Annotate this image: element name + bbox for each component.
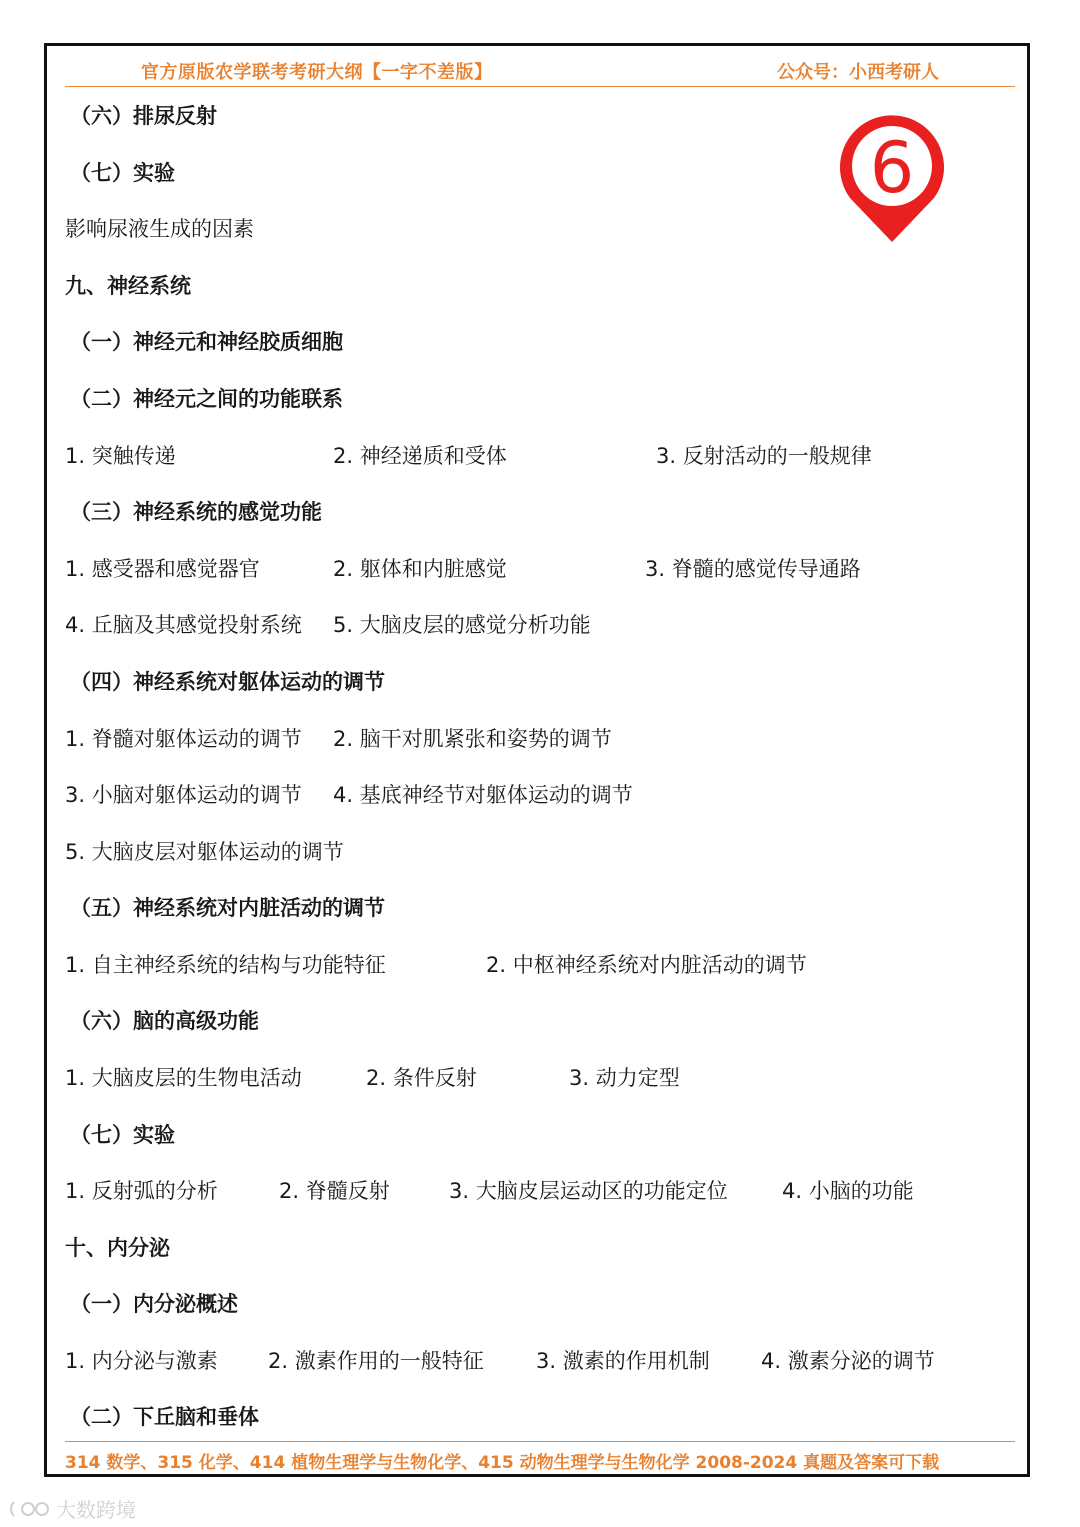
list-item: 2. 条件反射 bbox=[366, 1066, 477, 1090]
list-item: 3. 小脑对躯体运动的调节 bbox=[65, 783, 302, 807]
section-heading: （一）内分泌概述 bbox=[70, 1292, 238, 1316]
list-item: 2. 脊髓反射 bbox=[279, 1179, 390, 1203]
watermark-text: 大数跨境 bbox=[56, 1498, 136, 1522]
list-item: 5. 大脑皮层对躯体运动的调节 bbox=[65, 840, 344, 864]
map-pin-logo-icon bbox=[836, 112, 948, 244]
watermark bbox=[8, 1494, 136, 1523]
list-item: 2. 中枢神经系统对内脏活动的调节 bbox=[486, 953, 807, 977]
section-heading: （六）排尿反射 bbox=[70, 104, 217, 128]
list-item: 3. 反射活动的一般规律 bbox=[656, 444, 872, 468]
list-item: 3. 动力定型 bbox=[569, 1066, 680, 1090]
list-item: 5. 大脑皮层的感觉分析功能 bbox=[333, 613, 591, 637]
list-item: 4. 丘脑及其感觉投射系统 bbox=[65, 613, 302, 637]
list-item: 4. 激素分泌的调节 bbox=[761, 1349, 935, 1373]
section-heading: （七）实验 bbox=[70, 1123, 175, 1147]
chapter-heading: 九、神经系统 bbox=[65, 274, 191, 298]
section-heading: （五）神经系统对内脏活动的调节 bbox=[70, 896, 385, 920]
list-item: 2. 神经递质和受体 bbox=[333, 444, 507, 468]
list-item: 1. 反射弧的分析 bbox=[65, 1179, 218, 1203]
section-heading: （四）神经系统对躯体运动的调节 bbox=[70, 670, 385, 694]
logo-icon bbox=[8, 1498, 52, 1520]
list-item: 1. 感受器和感觉器官 bbox=[65, 557, 260, 581]
list-item: 2. 激素作用的一般特征 bbox=[268, 1349, 484, 1373]
section-heading: （七）实验 bbox=[70, 161, 175, 185]
list-item: 2. 躯体和内脏感觉 bbox=[333, 557, 507, 581]
list-item: 1. 自主神经系统的结构与功能特征 bbox=[65, 953, 386, 977]
list-item: 4. 小脑的功能 bbox=[782, 1179, 914, 1203]
list-item: 1. 内分泌与激素 bbox=[65, 1349, 218, 1373]
chapter-heading: 十、内分泌 bbox=[65, 1236, 170, 1260]
section-heading: （二）神经元之间的功能联系 bbox=[70, 387, 343, 411]
list-item: 4. 基底神经节对躯体运动的调节 bbox=[333, 783, 633, 807]
body-text: 影响尿液生成的因素 bbox=[65, 217, 254, 241]
list-item: 1. 突触传递 bbox=[65, 444, 176, 468]
page-frame bbox=[44, 43, 1030, 1477]
section-heading: （一）神经元和神经胶质细胞 bbox=[70, 330, 343, 354]
section-heading: （六）脑的高级功能 bbox=[70, 1009, 259, 1033]
section-heading: （三）神经系统的感觉功能 bbox=[70, 500, 322, 524]
section-heading: （二）下丘脑和垂体 bbox=[70, 1405, 259, 1429]
list-item: 3. 激素的作用机制 bbox=[536, 1349, 710, 1373]
header-account: 公众号：小西考研人 bbox=[777, 62, 939, 83]
list-item: 3. 大脑皮层运动区的功能定位 bbox=[449, 1179, 728, 1203]
logo-glyph: 6 bbox=[869, 127, 915, 209]
list-item: 3. 脊髓的感觉传导通路 bbox=[645, 557, 861, 581]
page-footer: 314 数学、315 化学、414 植物生理学与生物化学、415 动物生理学与生物化学 2008-2024 真题及答案可下载 bbox=[65, 1441, 1015, 1473]
list-item: 1. 大脑皮层的生物电活动 bbox=[65, 1066, 302, 1090]
header-title: 官方原版农学联考考研大纲【一字不差版】 bbox=[141, 62, 493, 83]
list-item: 1. 脊髓对躯体运动的调节 bbox=[65, 727, 302, 751]
list-item: 2. 脑干对肌紧张和姿势的调节 bbox=[333, 727, 612, 751]
page-header bbox=[65, 56, 1015, 87]
